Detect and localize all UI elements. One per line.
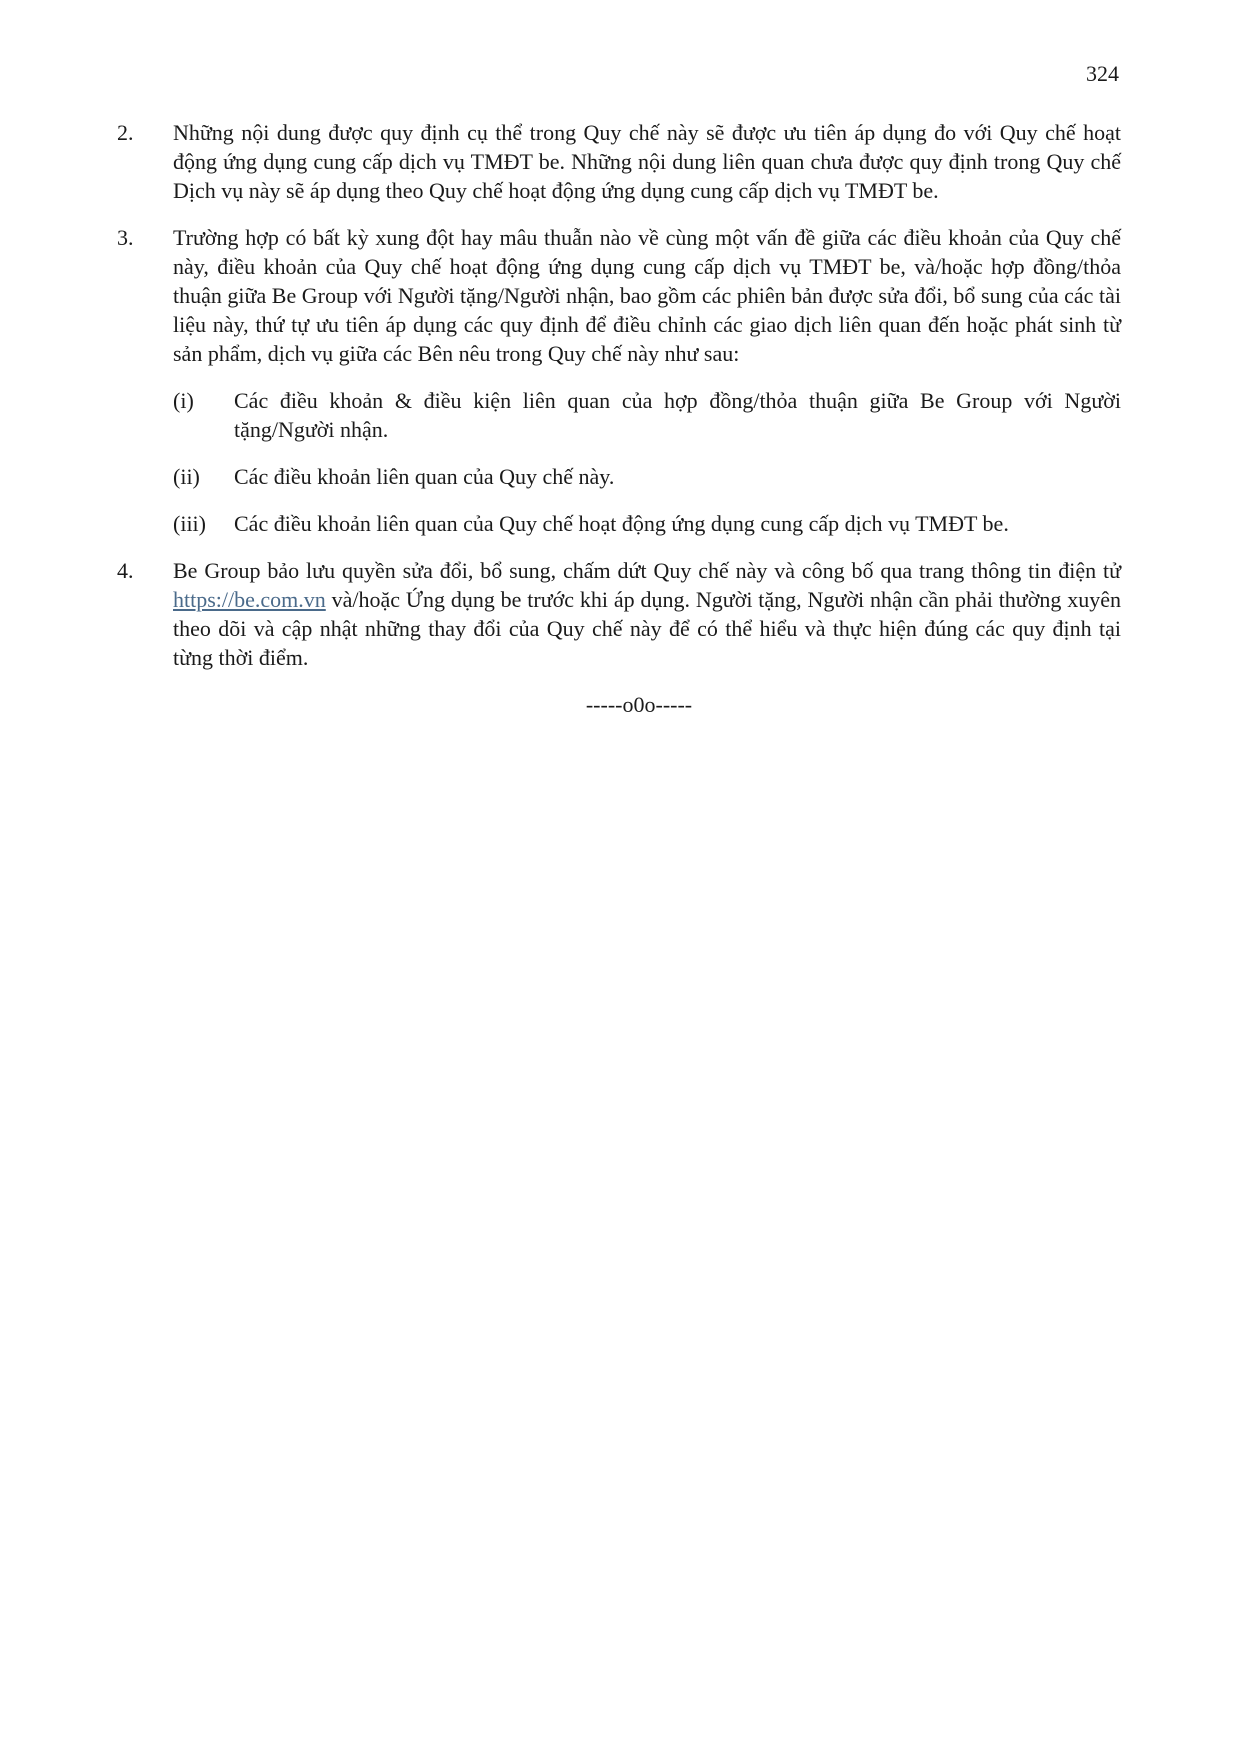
- clause-text: [173, 556, 1121, 672]
- clause-3: [117, 223, 1121, 538]
- clause-number: 2.: [117, 120, 134, 145]
- subclause-iii: [173, 509, 1121, 538]
- clause-text: Những nội dung được quy định cụ thể trong Quy chế này sẽ được ưu tiên áp dụng đo với Quy chế hoạt động ứng dụng cung cấp dịch vụ TMĐT be. Những nội dung liên quan chưa được quy định trong Quy chế Dịch vụ này sẽ áp dụng theo Quy chế hoạt động ứng dụng cung cấp dịch vụ TMĐT be.: [173, 120, 1121, 203]
- subclause-number: (i): [173, 388, 194, 413]
- clause-body: [173, 556, 1121, 672]
- subclause-text: Các điều khoản liên quan của Quy chế hoạt động ứng dụng cung cấp dịch vụ TMĐT be.: [234, 511, 1009, 536]
- clause-number: 4.: [117, 558, 134, 583]
- subclause-text: Các điều khoản & điều kiện liên quan của hợp đồng/thỏa thuận giữa Be Group với Người tặng/Người nhận.: [234, 388, 1121, 442]
- subclause-i: [173, 386, 1121, 444]
- document-body: [117, 118, 1121, 719]
- clause-body: [173, 223, 1121, 538]
- clause-text-before-link: Be Group bảo lưu quyền sửa đổi, bổ sung, chấm dứt Quy chế này và công bố qua trang thông tin điện tử: [173, 558, 1121, 583]
- clause-4: [117, 556, 1121, 672]
- clause-text-after-link: và/hoặc Ứng dụng be trước khi áp dụng. Người tặng, Người nhận cần phải thường xuyên theo dõi và cập nhật những thay đổi của Quy chế này để có thể hiểu và thực hiện đúng các quy định tại từng thời điểm.: [173, 587, 1121, 670]
- clause-2: [117, 118, 1121, 205]
- clause-body: [173, 118, 1121, 205]
- clause-text: Trường hợp có bất kỳ xung đột hay mâu thuẫn nào về cùng một vấn đề giữa các điều khoản của Quy chế này, điều khoản của Quy chế hoạt động ứng dụng cung cấp dịch vụ TMĐT be, và/hoặc hợp đồng/thỏa thuận giữa Be Group với Người tặng/Người nhận, bao gồm các phiên bản được sửa đổi, bổ sung của các tài liệu này, thứ tự ưu tiên áp dụng các quy định để điều chỉnh các giao dịch liên quan đến hoặc phát sinh từ sản phẩm, dịch vụ giữa các Bên nêu trong Quy chế này như sau:: [173, 225, 1121, 366]
- subclause-number: (iii): [173, 511, 206, 536]
- subclause-ii: [173, 462, 1121, 491]
- subclause-text: Các điều khoản liên quan của Quy chế này.: [234, 464, 615, 489]
- subclause-number: (ii): [173, 464, 200, 489]
- clause-number: 3.: [117, 225, 134, 250]
- page-number: 324: [1086, 61, 1119, 86]
- website-link[interactable]: https://be.com.vn: [173, 587, 326, 612]
- end-of-document-mark: -----o0o-----: [585, 692, 693, 717]
